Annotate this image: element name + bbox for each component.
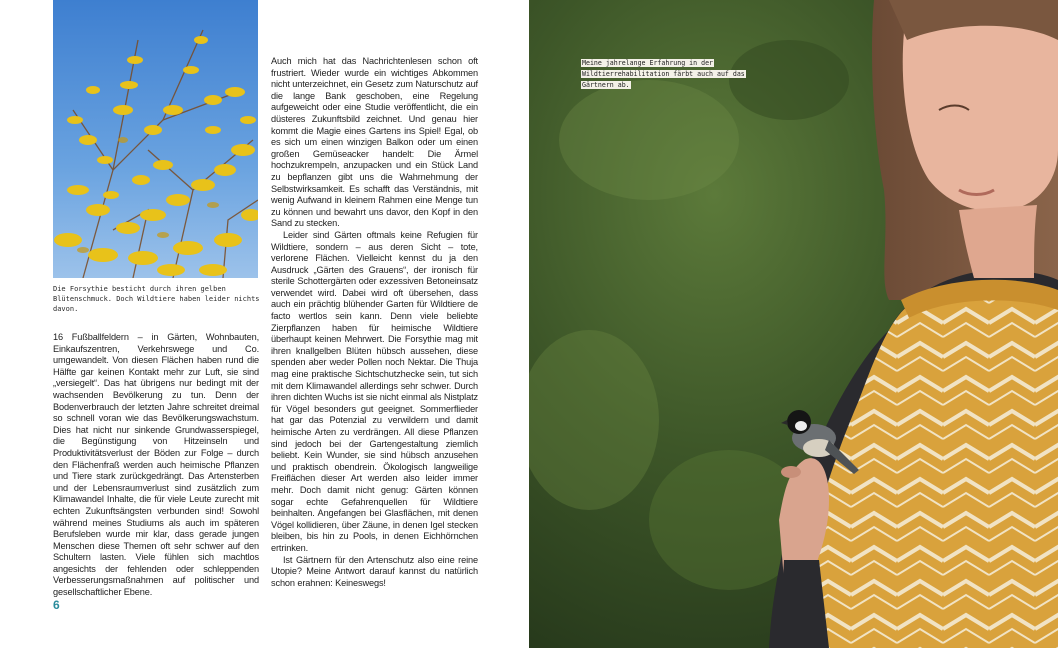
page-number: 6: [53, 598, 60, 612]
body-paragraph: Auch mich hat das Nachrichtenlesen schon oft frustriert. Wieder wurde ein wichtiges Abkommen nicht unterzeichnet, ein Gesetz zum Naturschutz auf die lange Bank geschoben, eine Regelung aufgeweicht oder eine Studie veröffentlicht, die ein düsteres Zukunftsbild zeichnet. Und genau hier kommt die Magie eines Gartens ins Spiel! Egal, ob es sich um einen winzigen Balkon oder um einen großen Gemüseacker handelt: Die Ärmel hochzukrempeln, anzupacken und ein Stück Land zu bepflanzen gibt uns die Wahrnehmung der Selbstwirksamkeit. Es schafft das Verständnis, mit wenig Aufwand in kleinem Rahmen eine Menge tun zu können und bewahrt uns davor, den Kopf in den Sand zu stecken.: [271, 56, 478, 229]
body-column-2: [271, 56, 478, 589]
portrait-caption-text: Meine jahrelange Erfahrung in der Wildtierrehabilitation färbt auch auf das Gärtnern ab.: [582, 59, 745, 89]
body-paragraph: Leider sind Gärten oftmals keine Refugien für Wildtiere, sondern – aus deren Sicht – tote, verlorene Flächen. Vielleicht kennst du ja den Ausdruck „Gärten des Grauens“, der ironisch für sterile Schottergärten oder exzessiven Betoneinsatz verwendet wird. Dabei wird oft übersehen, dass auch ein prächtig blühender Garten für Wildtiere de facto wertlos sein kann. Denn viele beliebte Zierpflanzen haben für heimische Wildtiere überhaupt keinen Mehrwert. Die Forsythie mag mit ihren knallgelben Blüten hübsch aussehen, diese spenden aber weder Pollen noch Nektar. Die Thuja mag eine praktische Sichtschutzhecke sein, tut sich mit dem Klimawandel allerdings sehr schwer. Durch ihren dichten Wuchs ist sie nicht einmal als Nistplatz für Vögel besonders gut geeignet. Sommerflieder hat gar das Potenzial zu verwildern und damit heimische Arten zu verdrängen. All diese Pflanzen sind jedoch bei der Gartengestaltung ziemlich beliebt. Kein Wunder, sie sind hübsch anzusehen und praktisch obendrein. Ökologisch langweilige Freiflächen dieser Art werden also leider immer mehr. Doch damit nicht genug: Gärten können sogar echte Gefahrenquellen für Wildtiere beinhalten. Angefangen bei Glasflächen, mit denen Vögel kollidieren, über Zäune, in denen Igel stecken bleiben, bis hin zu Pools, in denen Eichhörnchen ertrinken.: [271, 229, 478, 553]
forsythia-photo: [53, 0, 258, 278]
right-page: [529, 0, 1058, 648]
body-paragraph: Ist Gärtnern für den Artenschutz also eine reine Utopie? Meine Antwort darauf kannst du natürlich schon erahnen: Keineswegs!: [271, 554, 478, 588]
forsythia-caption: Die Forsythie besticht durch ihren gelben Blütenschmuck. Doch Wildtiere haben leider nichts davon.: [53, 285, 260, 313]
portrait-photo: [529, 0, 1058, 648]
portrait-caption: [581, 58, 751, 91]
forsythia-illustration: [53, 0, 258, 278]
body-column-1: 16 Fußballfeldern – in Gärten, Wohnbauten, Einkaufszentren, Verkehrswege und Co. umgewandelt. Von diesen Flächen haben rund die Hälfte gar keinen Kontakt mehr zur Luft, sie sind „versiegelt“. Das hat übrigens nur bedingt mit der wachsenden Bevölkerung zu tun. Denn der Bodenverbrauch der letzten Jahre schreitet dreimal so schnell voran wie das Bevölkerungswachstum. Dies hat nicht nur sinkende Grundwasserspiegel, die Begünstigung von Hitzeinseln und Produktivitätsverlust der Böden zur Folge – durch den Flächenfraß werden auch heimische Pflanzen und Tiere stark zurückgedrängt. Das Artensterben und der Lebensraumverlust sind zusätzlich zum Klimawandel Inhalte, die für viele Leute zurecht mit echten Zukunftsängsten verbunden sind! Sowohl während meines Studiums als auch im späteren Berufsleben wurde mir klar, dass gerade jungen Menschen diese Themen oft sehr schwer auf den Schultern lasten. Viele fühlen sich machtlos angesichts der fehlenden oder schleppenden Verbesserungsmaßnahmen auf politischer und gesellschaftlicher Ebene.: [53, 332, 259, 598]
